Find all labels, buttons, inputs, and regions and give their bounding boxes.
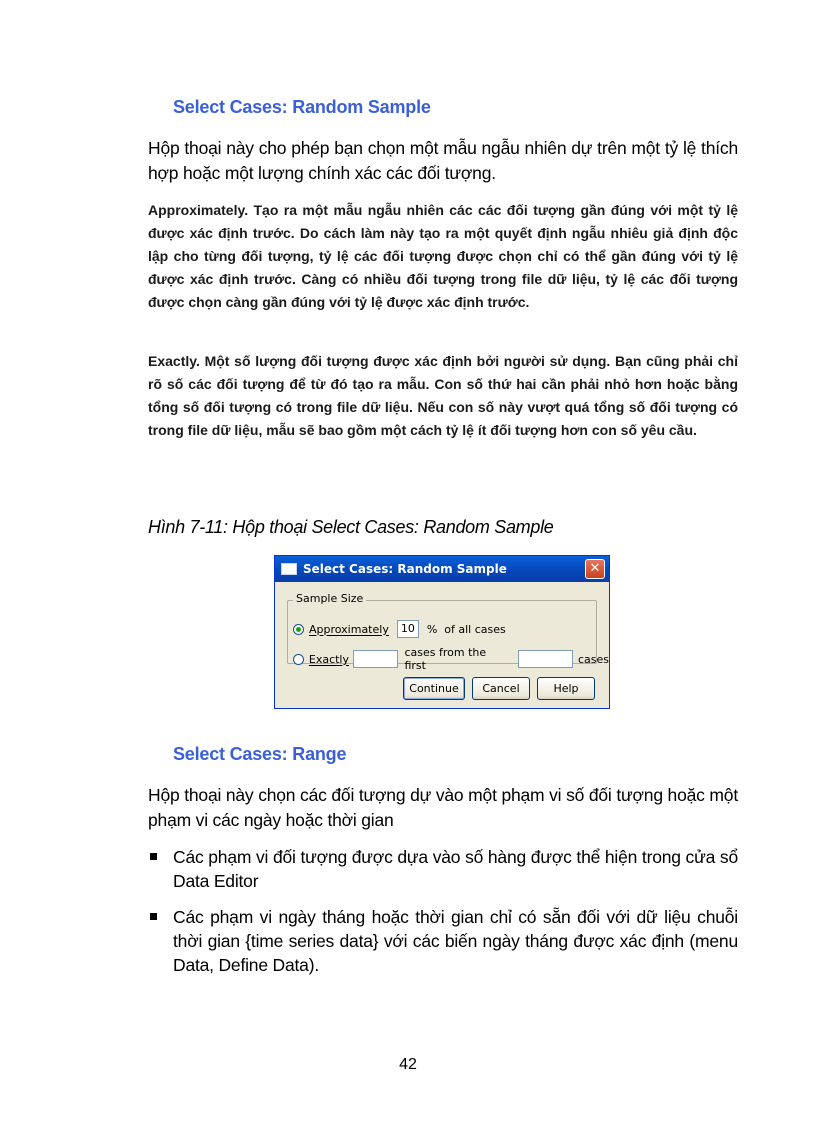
bullet-square-icon [150, 853, 157, 860]
sample-size-label: Sample Size [293, 592, 366, 605]
list-item-text: Các phạm vi đối tượng được dựa vào số hàng được thể hiện trong cửa sổ Data Editor [173, 847, 738, 891]
exactly-label: Exactly [308, 652, 350, 666]
approximately-paragraph: Approximately. Tạo ra một mẫu ngẫu nhiên các các đối tượng gần đúng với một tỷ lệ được xác định trước. Do cách làm này tạo ra một quyết định ngẫu nhiêu giả định độc lập cho từng đối tượng, tỷ lệ các đối tượng được chọn chỉ có thể gần đúng với tỷ lệ được xác định trước. Càng có nhiều đối tượng trong file dữ liệu, tỷ lệ các đối tượng được chọn càng gần đúng với tỷ lệ được xác định trước. [148, 202, 738, 310]
exactly-row [293, 646, 609, 672]
help-button[interactable]: Help [537, 677, 595, 700]
exactly-paragraph: Exactly. Một số lượng đối tượng được xác định bởi người sử dụng. Bạn cũng phải chỉ rõ số các đối tượng để từ đó tạo ra mẫu. Con số thứ hai cần phải nhỏ hơn hoặc bằng tổng số đối tượng có trong file dữ liệu. Nếu con số này vượt quá tổng số đối tượng có trong file dữ liệu, mẫu sẽ bao gồm một cách tỷ lệ ít đối tượng hơn con số yêu cầu. [148, 353, 738, 438]
first-count-input[interactable] [518, 650, 573, 668]
continue-button[interactable]: Continue [403, 677, 465, 700]
section-heading-range: Select Cases: Range [173, 744, 347, 764]
list-item-text: Các phạm vi ngày tháng hoặc thời gian chỉ có sẵn đối với dữ liệu chuỗi thời gian {time series data} với các biến ngày tháng được xác định (menu Data, Define Data). [173, 907, 738, 975]
range-bullet-list [148, 845, 738, 989]
window-icon [281, 563, 297, 575]
percent-of-all-cases-label: % of all cases [426, 622, 506, 636]
percent-input[interactable]: 10 [397, 620, 419, 638]
intro-paragraph: Hộp thoại này cho phép bạn chọn một mẫu ngẫu nhiên dự trên một tỷ lệ thích hợp hoặc một lượng chính xác các đối tượng. [148, 138, 738, 183]
range-intro-paragraph: Hộp thoại này chọn các đối tượng dự vào một phạm vi số đối tượng hoặc một phạm vi các ngày hoặc thời gian [148, 785, 738, 830]
bullet-square-icon [150, 913, 157, 920]
exact-count-input[interactable] [353, 650, 398, 668]
approximately-label: Approximately [309, 622, 389, 636]
list-item [148, 845, 738, 893]
figure-caption: Hình 7-11: Hộp thoại Select Cases: Random Sample [148, 517, 554, 537]
dialog-titlebar[interactable] [275, 556, 609, 582]
random-sample-dialog [274, 555, 610, 709]
list-item [148, 905, 738, 977]
cases-from-first-label: cases from the first [404, 646, 487, 672]
approximately-radio[interactable] [293, 624, 304, 635]
approximately-row [293, 620, 506, 638]
cases-label: cases [577, 652, 609, 666]
close-button[interactable]: ✕ [585, 559, 605, 579]
page-number: 42 [399, 1056, 417, 1073]
cancel-button[interactable]: Cancel [472, 677, 530, 700]
dialog-title: Select Cases: Random Sample [303, 562, 507, 576]
exactly-radio[interactable] [293, 654, 304, 665]
section-heading-random-sample: Select Cases: Random Sample [173, 97, 431, 117]
